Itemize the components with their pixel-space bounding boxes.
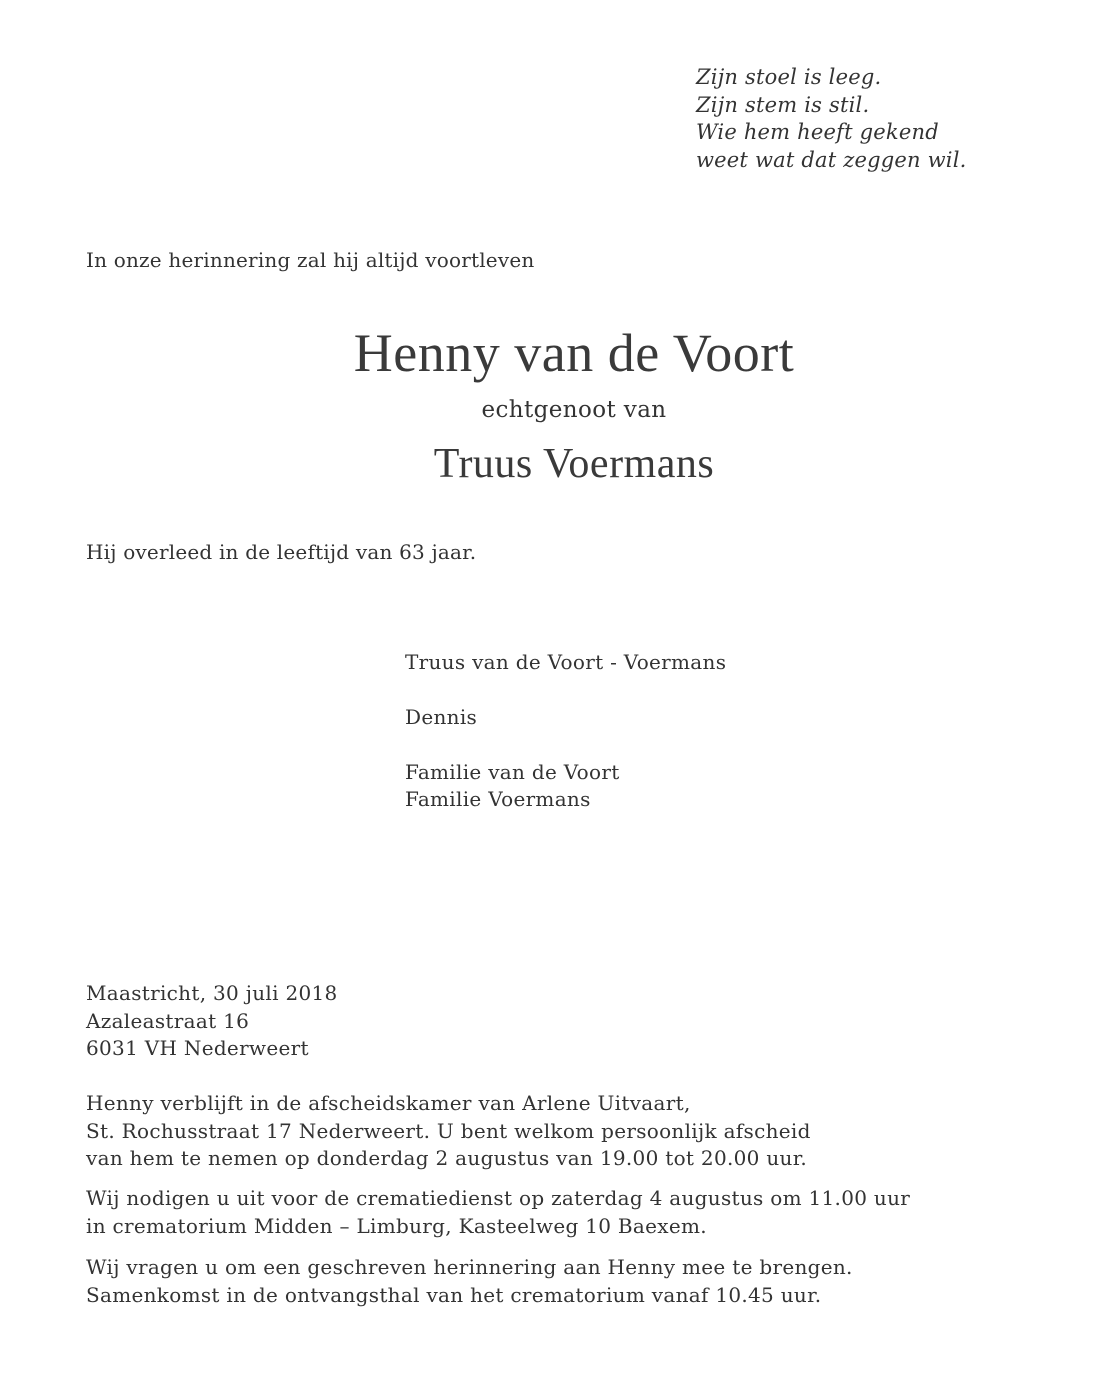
poem	[696, 64, 967, 174]
notice-line: van hem te nemen op donderdag 2 augustus van 19.00 tot 20.00 uur.	[86, 1146, 808, 1170]
poem-line: weet wat dat zeggen wil.	[696, 147, 967, 172]
notice-line: Samenkomst in de ontvangsthal van het crematorium vanaf 10.45 uur.	[86, 1282, 822, 1307]
notice-line: St. Rochusstraat 17 Nederweert. U bent welkom persoonlijk afscheid	[86, 1118, 811, 1143]
mourner-family: Familie van de Voort	[405, 760, 620, 784]
postal-city: 6031 VH Nederweert	[86, 1036, 309, 1060]
notice-line: Henny verblijft in de afscheidskamer van Arlene Uitvaart,	[86, 1091, 691, 1115]
poem-line: Wie hem heeft gekend	[696, 120, 939, 144]
poem-line: Zijn stoel is leeg.	[696, 65, 882, 89]
spouse-name: Truus Voermans	[433, 441, 715, 487]
intro-text: In onze herinnering zal hij altijd voortleven	[86, 248, 535, 272]
address-block	[86, 980, 338, 1063]
age-text: Hij overleed in de leeftijd van 63 jaar.	[86, 540, 477, 564]
notice-line: Wij nodigen u uit voor de crematiedienst op zaterdag 4 augustus om 11.00 uur	[86, 1186, 911, 1210]
poem-line: Zijn stem is stil.	[696, 92, 870, 117]
notice-line: Wij vragen u om een geschreven herinnering aan Henny mee te brengen.	[86, 1255, 853, 1279]
visitation-notice	[86, 1090, 811, 1173]
service-notice	[86, 1185, 910, 1240]
deceased-name: Henny van de Voort	[353, 323, 795, 383]
street: Azaleastraat 16	[86, 1008, 250, 1033]
notice-line: in crematorium Midden – Limburg, Kasteelweg 10 Baexem.	[86, 1213, 707, 1238]
request-notice	[86, 1254, 853, 1309]
mourner-child: Dennis	[405, 705, 478, 729]
mourner-spouse: Truus van de Voort - Voermans	[405, 650, 727, 674]
place-date: Maastricht, 30 juli 2018	[86, 981, 338, 1005]
relation-text: echtgenoot van	[481, 397, 667, 423]
mourner-family: Familie Voermans	[405, 787, 591, 811]
